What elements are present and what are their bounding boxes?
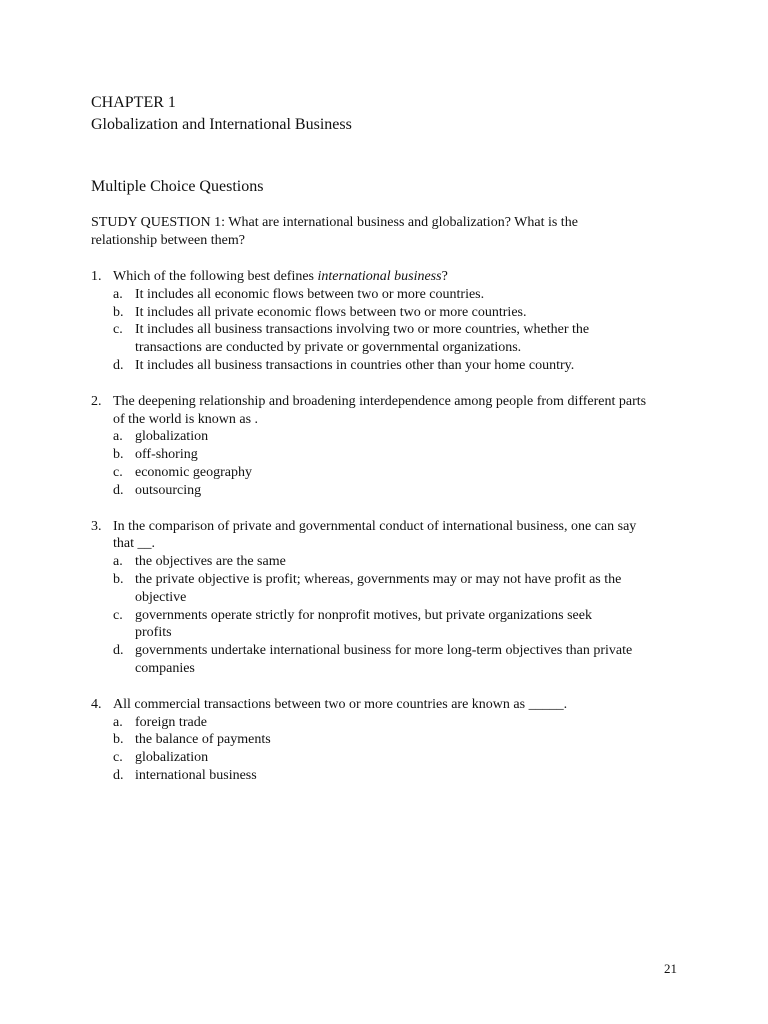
question-stem <box>113 268 651 286</box>
answer-option <box>113 749 651 767</box>
section-heading: Multiple Choice Questions <box>91 178 264 195</box>
option-text: off-shoring <box>135 447 198 463</box>
option-letter: a. <box>113 714 123 730</box>
option-text: the objectives are the same <box>135 554 286 570</box>
question-stem: All commercial transactions between two or more countries are known as _____. <box>113 696 568 712</box>
answer-option <box>113 464 651 482</box>
answer-option <box>113 731 651 749</box>
question-body <box>113 268 651 375</box>
question-number: 1. <box>91 269 102 284</box>
option-letter: d. <box>113 767 124 783</box>
option-text: governments operate strictly for nonprofit motives, but private organizations seek profits <box>135 607 592 641</box>
question-stem-emphasis: international business <box>317 269 442 284</box>
option-letter: c. <box>113 464 123 480</box>
question-number: 4. <box>91 696 102 712</box>
option-letter: d. <box>113 643 124 659</box>
answer-option <box>113 428 651 446</box>
answer-option <box>113 304 651 322</box>
answer-option <box>113 357 651 375</box>
option-text: It includes all economic flows between two or more countries. <box>135 286 485 302</box>
question-body <box>113 518 651 678</box>
question-body <box>113 393 651 500</box>
answer-option <box>113 607 651 643</box>
question-body <box>113 696 651 785</box>
answer-option <box>113 767 651 785</box>
option-letter: d. <box>113 482 124 498</box>
answer-option <box>113 571 651 607</box>
answer-option <box>113 553 651 571</box>
question-number: 2. <box>91 393 102 409</box>
option-text: governments undertake international business for more long-term objectives than private companies <box>135 643 633 676</box>
option-letter: b. <box>113 447 124 463</box>
option-text: globalization <box>135 429 209 445</box>
document-page <box>91 92 651 785</box>
option-text: the balance of payments <box>135 732 271 748</box>
option-letter: b. <box>113 304 124 320</box>
option-text: It includes all private economic flows between two or more countries. <box>135 304 527 320</box>
option-text: foreign trade <box>135 714 207 730</box>
option-letter: c. <box>113 322 123 338</box>
chapter-label: CHAPTER 1 <box>91 94 176 111</box>
question-stem-text: Which of the following best defines <box>113 269 318 284</box>
option-letter: a. <box>113 286 123 302</box>
answer-option <box>113 321 651 357</box>
option-letter: a. <box>113 554 123 570</box>
answer-option <box>113 482 651 500</box>
option-text: outsourcing <box>135 482 202 498</box>
question-2 <box>91 393 651 500</box>
question-stem: The deepening relationship and broadening interdependence among people from different parts of the world is known as . <box>113 393 647 427</box>
page-number: 21 <box>664 961 677 976</box>
option-text: international business <box>135 767 257 783</box>
question-stem-end: ? <box>441 269 448 284</box>
answer-options <box>113 553 651 678</box>
answer-option <box>113 714 651 732</box>
option-letter: b. <box>113 571 124 587</box>
option-text: It includes all business transactions in countries other than your home country. <box>135 357 575 373</box>
study-question: STUDY QUESTION 1: What are international business and globalization? What is the relationship between them? <box>91 215 578 248</box>
option-letter: d. <box>113 357 124 373</box>
option-text: the private objective is profit; whereas, governments may or may not have profit as the objective <box>135 571 622 605</box>
question-3 <box>91 518 651 678</box>
option-text: economic geography <box>135 464 253 480</box>
question-1 <box>91 268 651 375</box>
answer-option <box>113 642 651 678</box>
option-letter: c. <box>113 750 123 766</box>
option-text: globalization <box>135 750 209 766</box>
question-stem: In the comparison of private and governmental conduct of international business, one can say that __. <box>113 518 637 552</box>
answer-options <box>113 428 651 499</box>
chapter-title: Globalization and International Business <box>91 116 352 133</box>
option-letter: b. <box>113 732 124 748</box>
answer-option <box>113 286 651 304</box>
option-letter: c. <box>113 607 123 623</box>
question-number: 3. <box>91 518 102 534</box>
answer-option <box>113 446 651 464</box>
answer-options <box>113 714 651 785</box>
option-letter: a. <box>113 429 123 445</box>
question-4 <box>91 696 651 785</box>
option-text: It includes all business transactions involving two or more countries, whether the transactions are conducted by private or governmental organizations. <box>135 322 590 356</box>
answer-options <box>113 286 651 375</box>
